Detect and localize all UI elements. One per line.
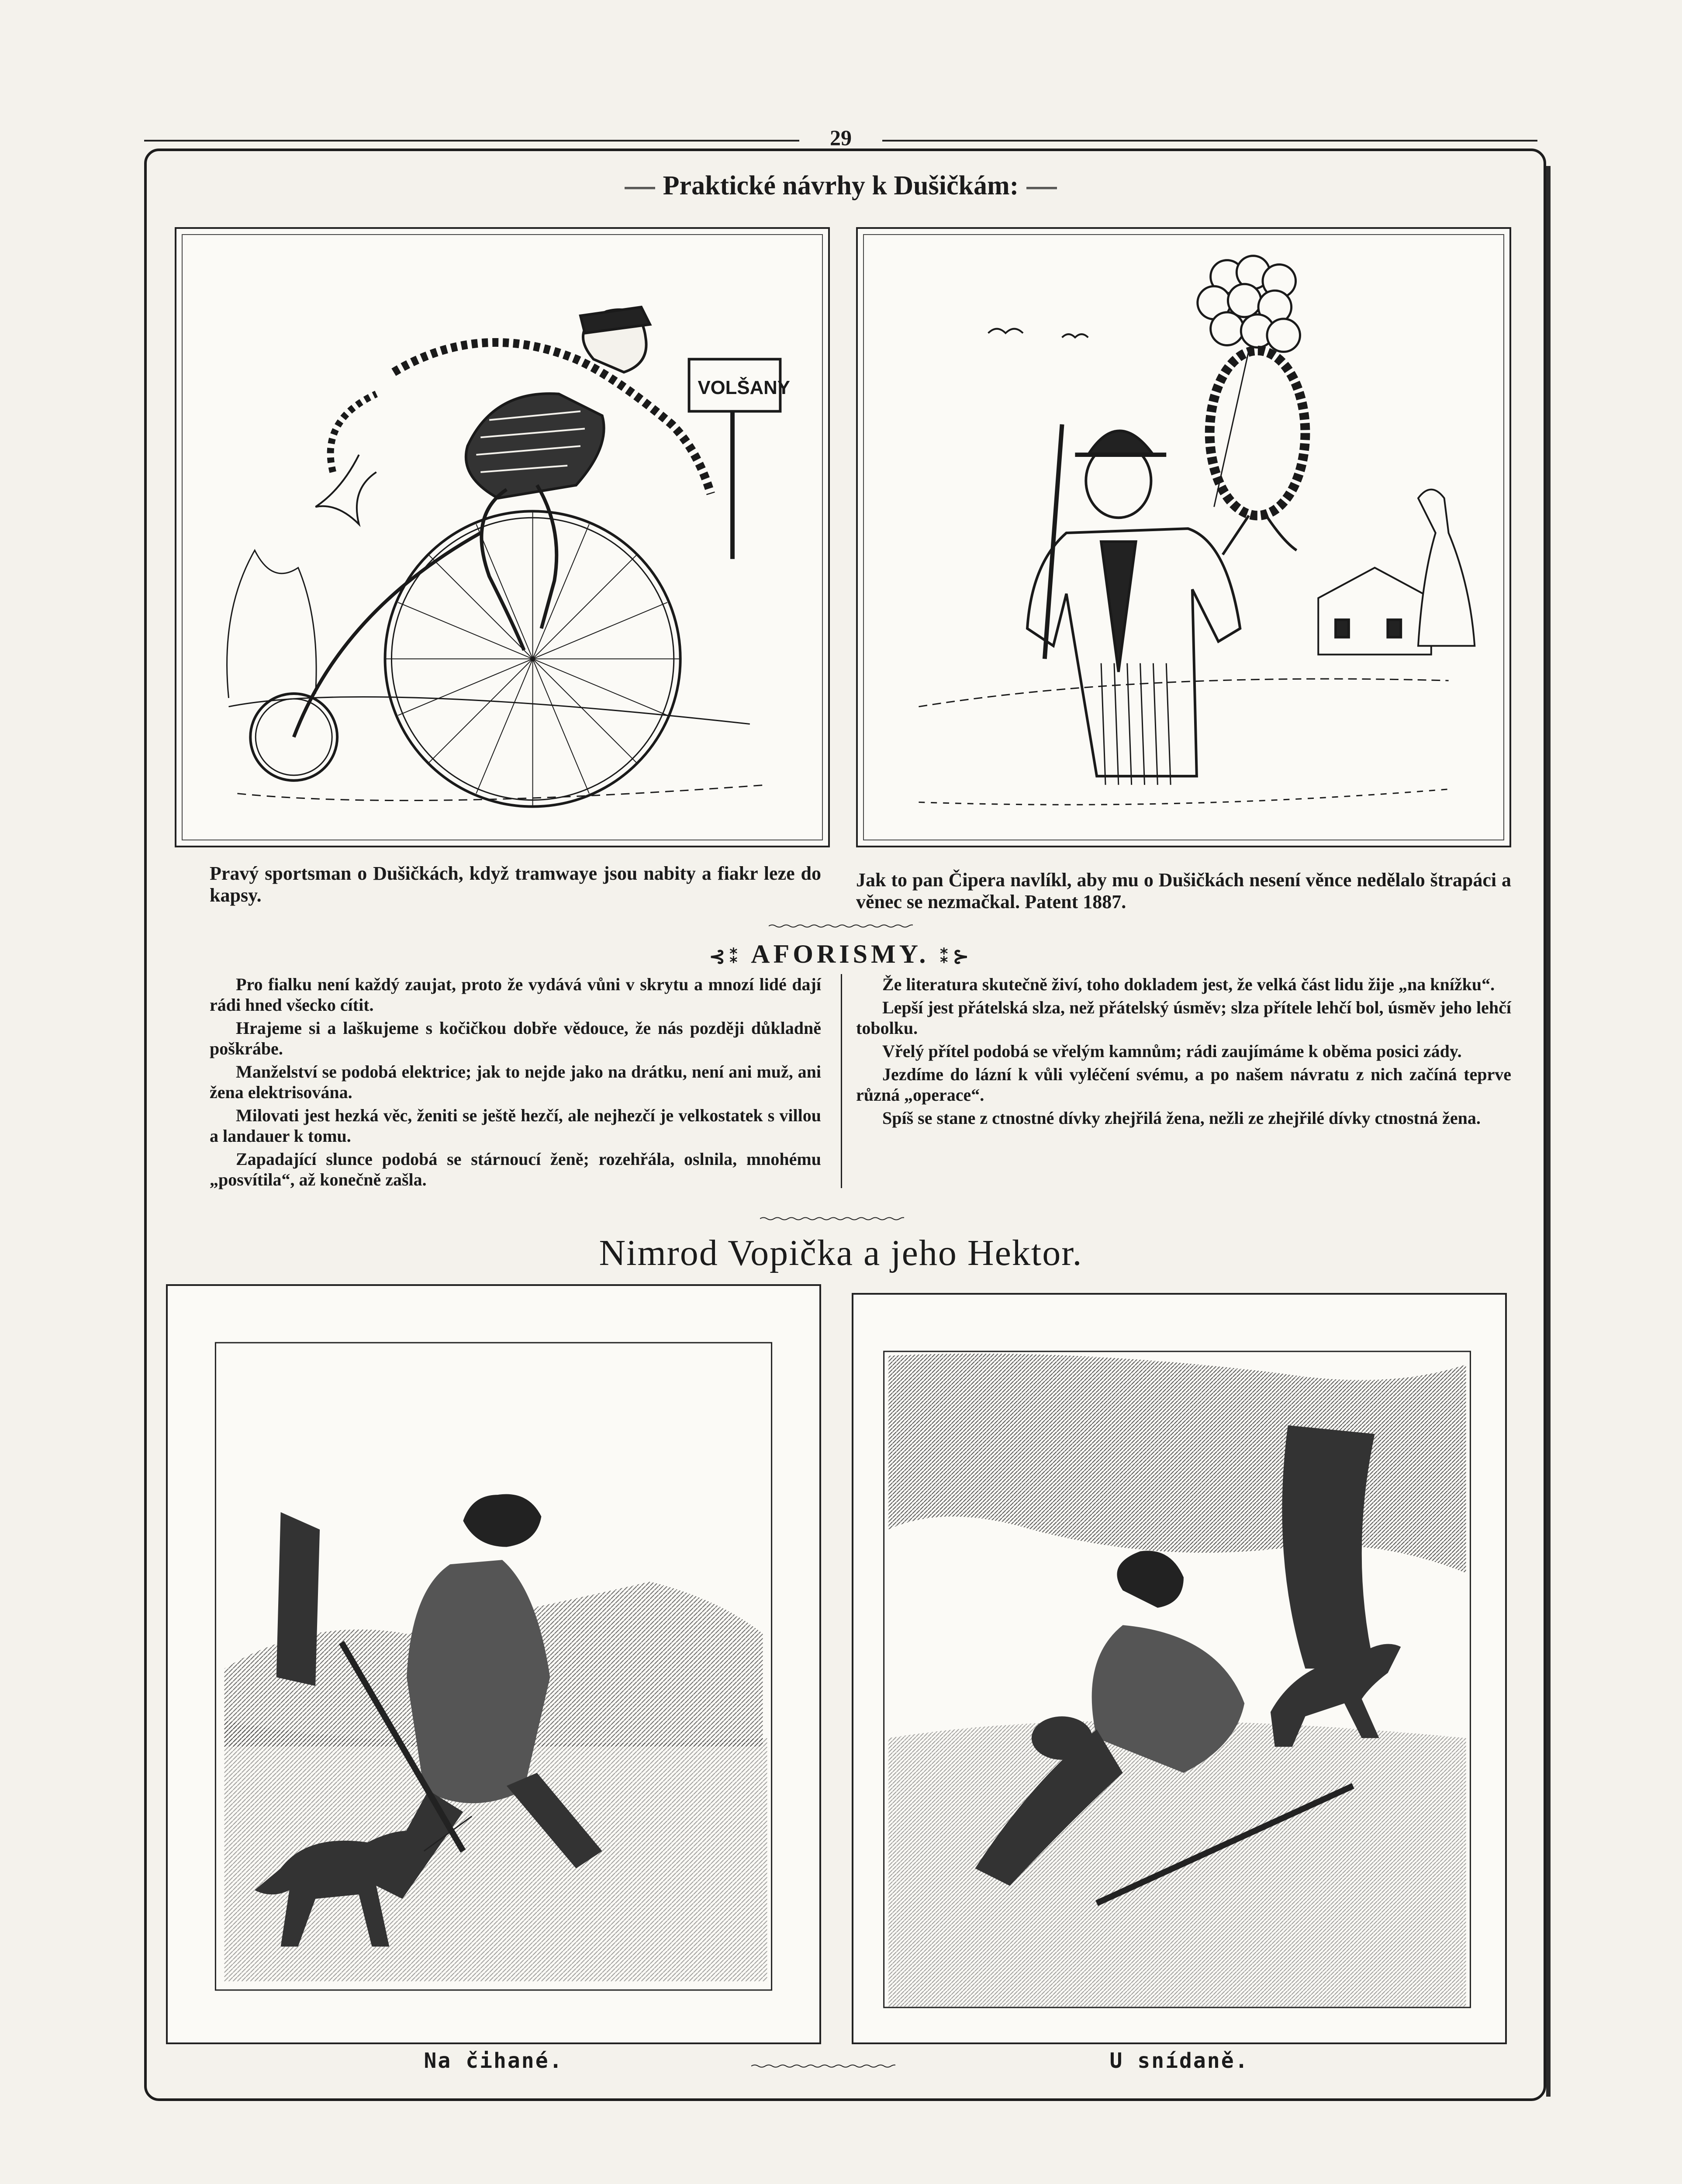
aphorisms-title <box>611 939 1070 969</box>
section-title-praktické <box>524 170 1157 201</box>
aphorism: Vřelý přítel podobá se vřelým kamnům; rádi zaujímáme k oběma posici zády. <box>882 1041 1462 1061</box>
frame-shadow <box>1546 166 1551 2097</box>
aphorisms-left-column <box>210 974 821 1192</box>
label-u-snidane: U snídaně. <box>1109 2049 1249 2073</box>
divider-squiggle-2 <box>760 1216 904 1221</box>
section-title-text: Praktické návrhy k Dušičkám: <box>663 171 1019 200</box>
label-na-cihane: Na čihané. <box>424 2049 563 2073</box>
divider-squiggle-1 <box>769 924 913 928</box>
aphorism: Že literatura skutečně živí, toho dokladem jest, že velká část lidu žije „na knížku“. <box>882 975 1495 994</box>
aphorism: Manželství se podobá elektrice; jak to nejde jako na drátku, není ani muž, ani žena elektrisována. <box>210 1062 821 1102</box>
aphorism: Zapadající slunce podobá se stárnoucí ženě; rozehřála, oslnila, mnohému „posvítila“, až konečně zašla. <box>210 1149 821 1189</box>
title-ornament-left <box>625 187 655 189</box>
aphorism: Pro fialku není každý zaujat, proto že vydává vůni v skrytu a mnozí lidé dají rádi hned všecko cítit. <box>210 975 821 1015</box>
ornament-left-icon: ⊰⁑ <box>709 946 743 968</box>
aphorism: Milovati jest hezká věc, ženiti se ještě hezčí, ale nejhezčí je velkostatek s villou a landauer k tomu. <box>210 1106 821 1146</box>
top-rule-right <box>882 140 1537 142</box>
illustration-hunter-breakfast <box>852 1293 1507 2044</box>
top-rule-left <box>144 140 799 142</box>
balloon-man-drawing <box>858 229 1509 846</box>
hunter-walking-drawing <box>168 1286 819 2042</box>
caption-balloon-wreath: Jak to pan Čipera navlíkl, aby mu o Dušičkách nesení věnce nedělalo štrapáci a věnec se nezmačkal. Patent 1887. <box>856 869 1511 912</box>
title-ornament-right <box>1026 187 1057 189</box>
illustration-cyclist <box>175 227 830 847</box>
page-number: 29 <box>830 125 852 150</box>
caption-cyclist: Pravý sportsman o Dušičkách, když tramwaye jsou nabity a fiakr leze do kapsy. <box>210 863 821 906</box>
column-divider <box>841 974 842 1188</box>
aphorisms-right-column <box>856 974 1511 1131</box>
sign-text: VOLŠANY <box>698 377 790 398</box>
aphorism: Hrajeme si a laškujeme s kočičkou dobře vědouce, že nás později důkladně poškrábe. <box>210 1018 821 1058</box>
aphorism: Spíš se stane z ctnostné dívky zhejřilá žena, nežli ze zhejřilé dívky ctnostná žena. <box>882 1108 1481 1128</box>
aphorism: Jezdíme do lázní k vůli vyléčení svému, a po našem návratu z nich začíná teprve různá „operace“. <box>856 1064 1511 1105</box>
hunter-breakfast-drawing <box>853 1295 1505 2042</box>
aphorisms-title-text: AFORISMY. <box>751 940 929 968</box>
ornament-right-icon: ⁑⊱ <box>939 946 973 968</box>
cyclist-drawing <box>176 229 828 846</box>
section-title-nimrod: Nimrod Vopička a jeho Hektor. <box>599 1233 1083 1273</box>
divider-squiggle-3 <box>751 2064 895 2068</box>
illustration-balloon-wreath <box>856 227 1511 847</box>
illustration-hunter-walking <box>166 1284 821 2044</box>
aphorism: Lepší jest přátelská slza, než přátelský úsměv; slza přítele lehčí bol, úsměv jeho lehčí tobolku. <box>856 998 1511 1038</box>
